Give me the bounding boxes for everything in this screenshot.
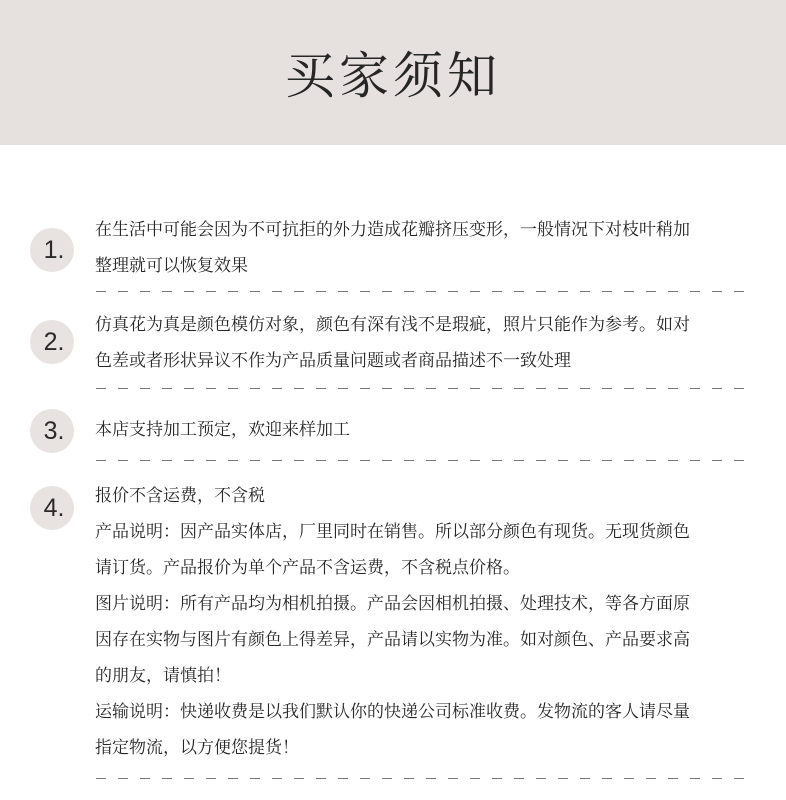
notice-text xyxy=(95,212,760,284)
page-title: 买家须知 xyxy=(285,46,501,105)
notice-text xyxy=(95,307,760,379)
number-badge: 2. xyxy=(30,320,74,364)
number-badge: 3. xyxy=(30,409,74,453)
notice-line: 本店支持加工预定，欢迎来样加工 xyxy=(95,420,350,440)
notice-line: 色差或者形状异议不作为产品质量问题或者商品描述不一致处理 xyxy=(95,351,571,371)
notice-line: 的朋友，请慎拍！ xyxy=(95,666,231,686)
notice-line: 整理就可以恢复效果 xyxy=(95,256,248,276)
dashed-divider xyxy=(96,291,748,292)
header-banner xyxy=(0,0,786,145)
dashed-divider xyxy=(96,388,748,389)
notice-line: 请订货。产品报价为单个产品不含运费，不含税点价格。 xyxy=(95,558,520,578)
notice-line: 在生活中可能会因为不可抗拒的外力造成花瓣挤压变形，一般情况下对枝叶稍加 xyxy=(95,220,690,240)
notice-text xyxy=(95,412,760,448)
number-badge: 4. xyxy=(30,486,74,530)
dashed-divider xyxy=(96,778,748,779)
notice-line: 因存在实物与图片有颜色上得差异，产品请以实物为准。如对颜色、产品要求高 xyxy=(95,630,690,650)
notice-line: 报价不含运费，不含税 xyxy=(95,486,265,506)
notice-line: 图片说明：所有产品均为相机拍摄。产品会因相机拍摄、处理技术，等各方面原 xyxy=(95,594,690,614)
dashed-divider xyxy=(96,460,748,461)
notice-line: 产品说明：因产品实体店，厂里同时在销售。所以部分颜色有现货。无现货颜色 xyxy=(95,522,690,542)
notice-line: 仿真花为真是颜色模仿对象，颜色有深有浅不是瑕疵，照片只能作为参考。如对 xyxy=(95,315,690,335)
notice-line: 运输说明：快递收费是以我们默认你的快递公司标准收费。发物流的客人请尽量 xyxy=(95,702,690,722)
notice-line: 指定物流，以方便您提货！ xyxy=(95,738,299,758)
notice-text xyxy=(95,478,760,766)
number-badge: 1. xyxy=(30,228,74,272)
